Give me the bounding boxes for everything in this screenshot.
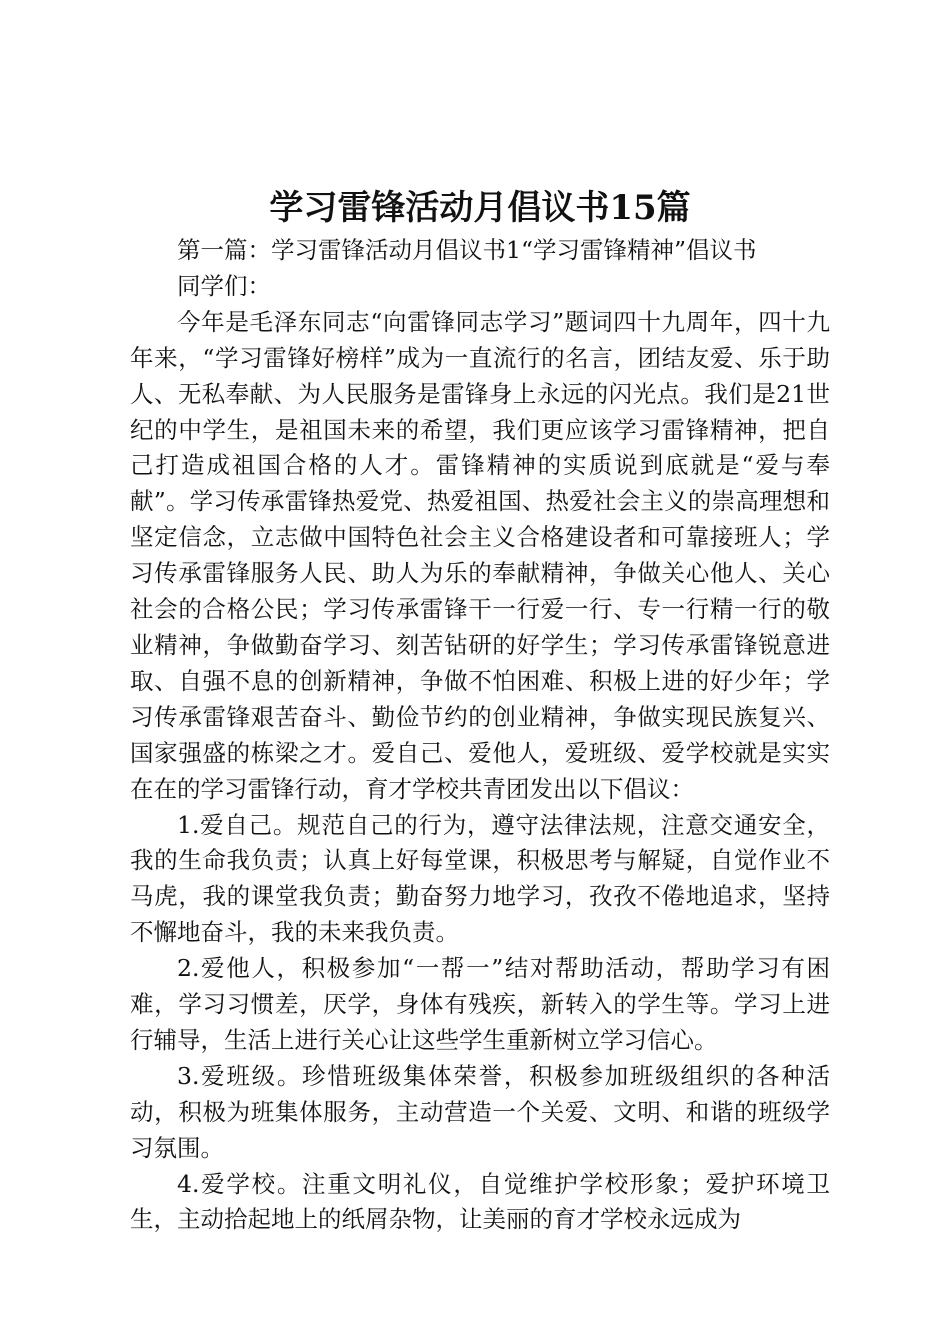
paragraph-section-heading: 第一篇：学习雷锋活动月倡议书1“学习雷锋精神”倡议书 xyxy=(177,236,757,264)
paragraph-item-4: 4.爱学校。注重文明礼仪，自觉维护学校形象；爱护环境卫生，主动拾起地上的纸屑杂物，让美丽的育才学校永远成为 xyxy=(130,1169,830,1234)
document-title: 学习雷锋活动月倡议书15篇 xyxy=(269,188,691,228)
paragraph-introduction: 今年是毛泽东同志“向雷锋同志学习”题词四十九周年，四十九年来，“学习雷锋好榜样”成为一直流行的名言，团结友爱、乐于助人、无私奉献、为人民服务是雷锋身上永远的闪光点。我们是21世纪的中学生，是祖国未来的希望，我们更应该学习雷锋精神，把自己打造成祖国合格的人才。雷锋精神的实质说到底就是“爱与奉献”。学习传承雷锋热爱党、热爱祖国、热爱社会主义的崇高理想和坚定信念，立志做中国特色社会主义合格建设者和可靠接班人；学习传承雷锋服务人民、助人为乐的奉献精神，争做关心他人、关心社会的合格公民；学习传承雷锋干一行爱一行、专一行精一行的敬业精神，争做勤奋学习、刻苦钻研的好学生；学习传承雷锋锐意进取、自强不息的创新精神，争做不怕困难、积极上进的好少年；学习传承雷锋艰苦奋斗、勤俭节约的创业精神，争做实现民族复兴、国家强盛的栋梁之才。爱自己、爱他人，爱班级、爱学校就是实实在在的学习雷锋行动，育才学校共青团发出以下倡议： xyxy=(130,307,830,803)
paragraph-item-3: 3.爱班级。珍惜班级集体荣誉，积极参加班级组织的各种活动，积极为班集体服务，主动营造一个关爱、文明、和谐的班级学习氛围。 xyxy=(130,1061,830,1162)
paragraph-salutation: 同学们： xyxy=(177,271,271,300)
paragraph-item-1: 1.爱自己。规范自己的行为，遵守法律法规，注意交通安全，我的生命我负责；认真上好每堂课，积极思考与解疑，自觉作业不马虎，我的课堂我负责；勤奋努力地学习，孜孜不倦地追求，坚持不懈地奋斗，我的未来我负责。 xyxy=(130,810,830,947)
document-body xyxy=(130,233,830,1238)
paragraph-item-2: 2.爱他人，积极参加“一帮一”结对帮助活动，帮助学习有困难，学习习惯差，厌学，身体有残疾，新转入的学生等。学习上进行辅导，生活上进行关心让这些学生重新树立学习信心。 xyxy=(130,954,830,1054)
